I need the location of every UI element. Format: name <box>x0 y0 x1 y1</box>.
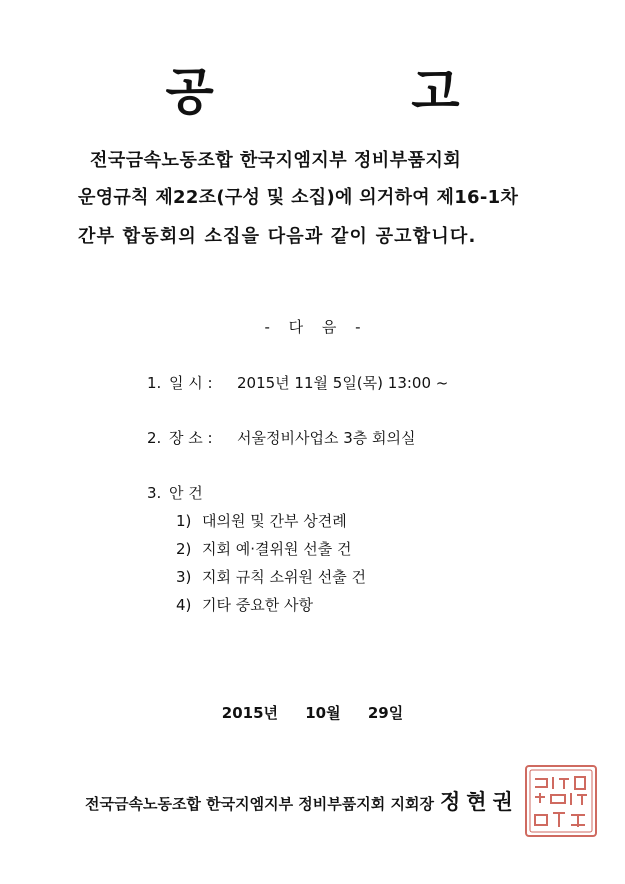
agenda-text: 지회 예·결위원 선출 건 <box>202 540 352 558</box>
agenda-item <box>176 538 351 559</box>
item-label: 안 건 <box>169 484 203 502</box>
signature-name: 정현권 <box>439 789 519 814</box>
signature-org: 전국금속노동조합 한국지엠지부 정비부품지회 지회장 <box>85 795 434 813</box>
agenda-number: 3) <box>176 568 192 586</box>
item-number: 1. <box>147 374 162 392</box>
item-agenda <box>147 482 237 503</box>
item-value: 서울정비사업소 3층 회의실 <box>237 429 416 447</box>
agenda-number: 1) <box>176 512 192 530</box>
agenda-text: 대의원 및 간부 상견례 <box>202 512 347 530</box>
item-label: 장 소 : <box>169 429 213 447</box>
section-heading: - 다 음 - <box>264 318 361 336</box>
document-date: 2015년 10월 29일 <box>221 704 404 722</box>
official-seal-stamp <box>523 763 599 839</box>
intro-line-2: 운영규칙 제22조(구성 및 소집)에 의거하여 제16-1차 <box>78 187 519 208</box>
item-number: 3. <box>147 484 162 502</box>
item-value: 2015년 11월 5일(목) 13:00 ~ <box>237 374 449 392</box>
agenda-number: 4) <box>176 596 192 614</box>
intro-line-3: 간부 합동회의 소집을 다음과 같이 공고합니다. <box>78 226 477 247</box>
item-number: 2. <box>147 429 162 447</box>
item-schedule <box>147 372 448 393</box>
document-title: 공 고 <box>165 62 550 121</box>
item-label: 일 시 : <box>169 374 213 392</box>
agenda-number: 2) <box>176 540 192 558</box>
intro-line-1: 전국금속노동조합 한국지엠지부 정비부품지회 <box>90 150 462 171</box>
agenda-item <box>176 566 366 587</box>
signature-line <box>85 786 519 816</box>
agenda-item <box>176 510 347 531</box>
agenda-text: 지회 규칙 소위원 선출 건 <box>202 568 366 586</box>
agenda-item <box>176 594 313 615</box>
item-location <box>147 427 415 448</box>
agenda-text: 기타 중요한 사항 <box>202 596 313 614</box>
